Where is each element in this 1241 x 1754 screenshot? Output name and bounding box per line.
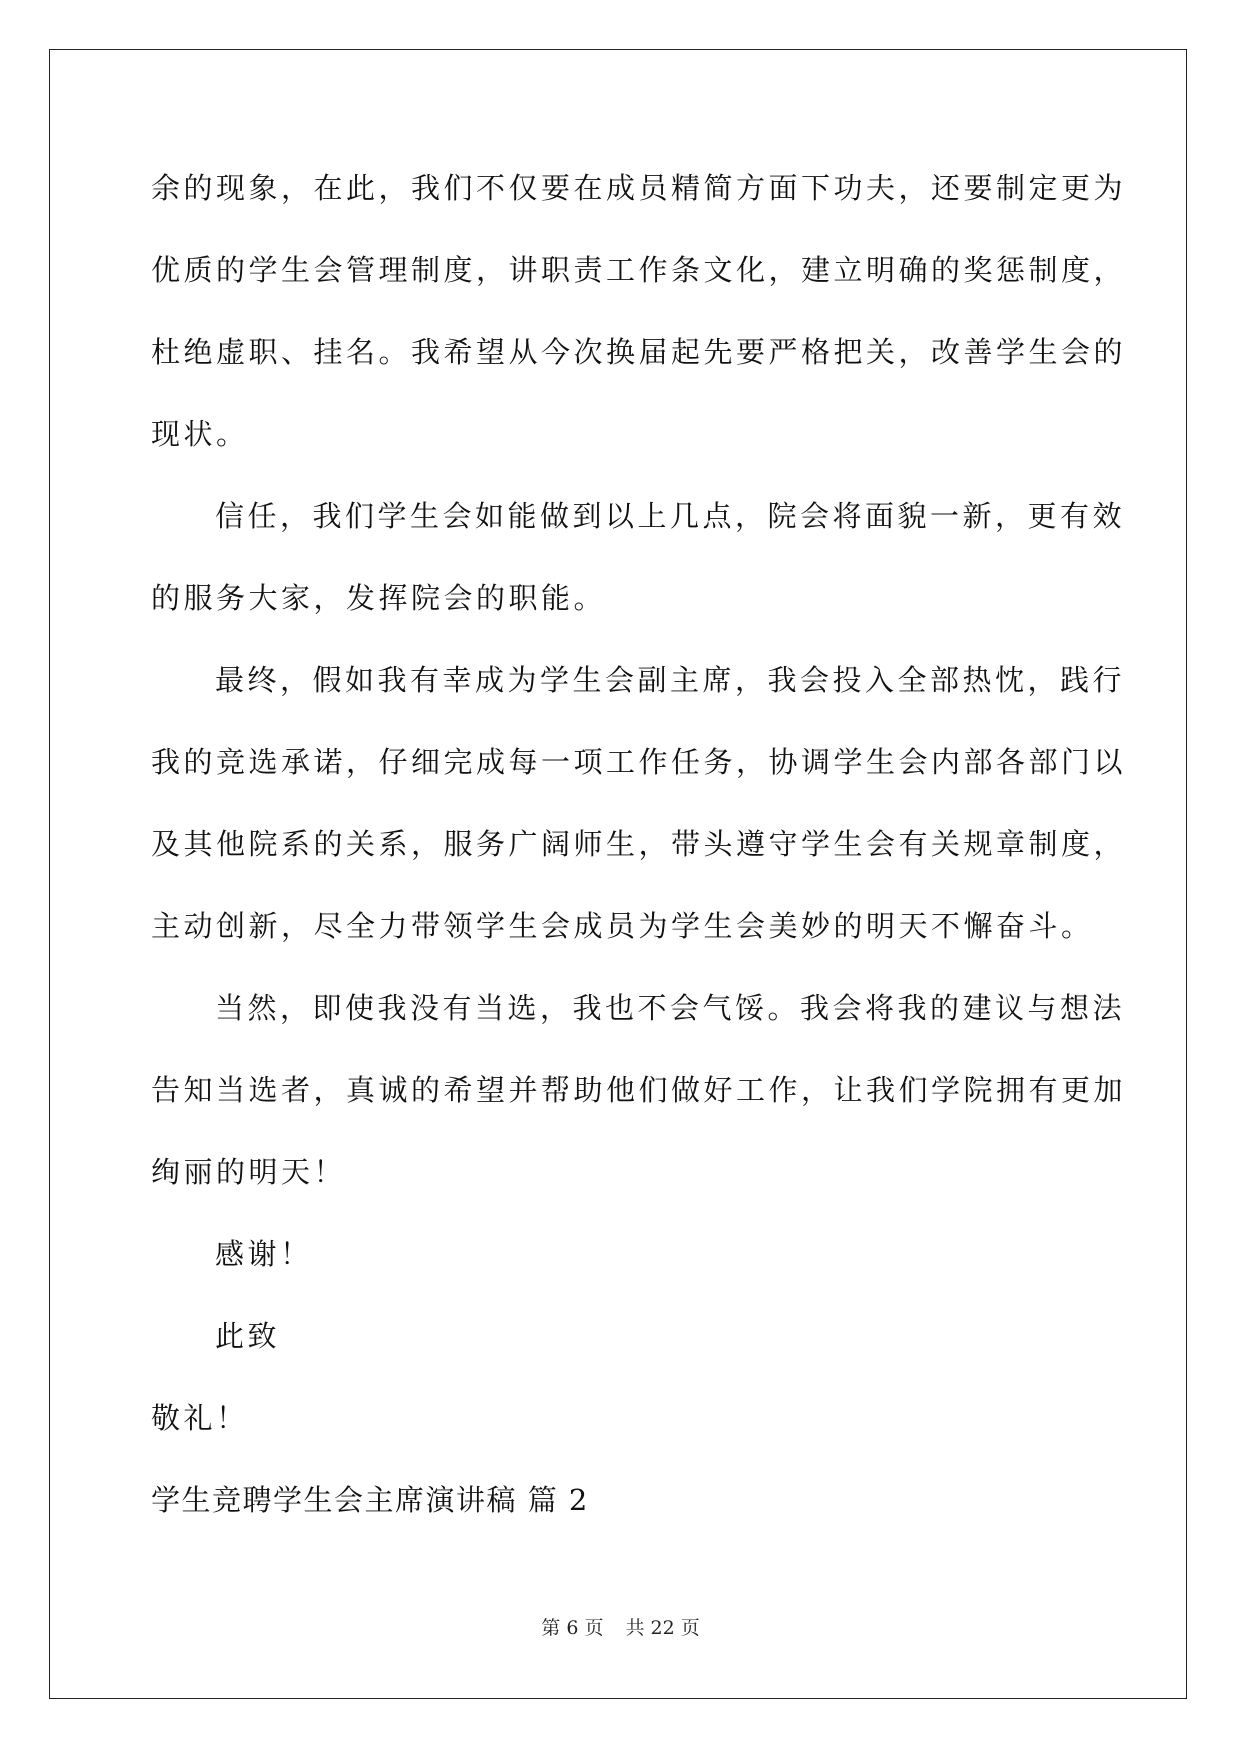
section-heading: 学生竞聘学生会主席演讲稿 篇 2 [151, 1483, 589, 1517]
page-total: 共 22 页 [625, 1617, 700, 1639]
text-line: 的服务大家，发挥院会的职能。 [151, 581, 607, 615]
text-line: 绚丽的明天！ [151, 1155, 347, 1189]
closing-line: 此致 [215, 1319, 281, 1353]
text-line: 告知当选者，真诚的希望并帮助他们做好工作，让我们学院拥有更加 [151, 1073, 1127, 1107]
text-line: 余的现象，在此，我们不仅要在成员精简方面下功夫，还要制定更为 [151, 171, 1127, 205]
text-line: 杜绝虚职、挂名。我希望从今次换届起先要严格把关，改善学生会的 [151, 335, 1127, 369]
page-number: 第 6 页 [541, 1617, 604, 1639]
thanks-line: 感谢！ [215, 1237, 313, 1271]
page-footer [0, 1616, 1241, 1640]
text-line: 我的竞选承诺，仔细完成每一项工作任务，协调学生会内部各部门以 [151, 745, 1127, 779]
text-line: 及其他院系的关系，服务广阔师生，带头遵守学生会有关规章制度， [151, 827, 1127, 861]
text-line: 现状。 [151, 417, 249, 451]
paragraph-start-line: 当然，即使我没有当选，我也不会气馁。我会将我的建议与想法 [215, 991, 1126, 1025]
text-line: 优质的学生会管理制度，讲职责工作条文化，建立明确的奖惩制度， [151, 253, 1127, 287]
document-body [151, 163, 1127, 1557]
paragraph-start-line: 信任，我们学生会如能做到以上几点，院会将面貌一新，更有效 [215, 499, 1126, 533]
paragraph-start-line: 最终，假如我有幸成为学生会副主席，我会投入全部热忱，践行 [215, 663, 1126, 697]
text-line: 主动创新，尽全力带领学生会成员为学生会美妙的明天不懈奋斗。 [151, 909, 1094, 943]
salutation-line: 敬礼！ [151, 1401, 249, 1435]
